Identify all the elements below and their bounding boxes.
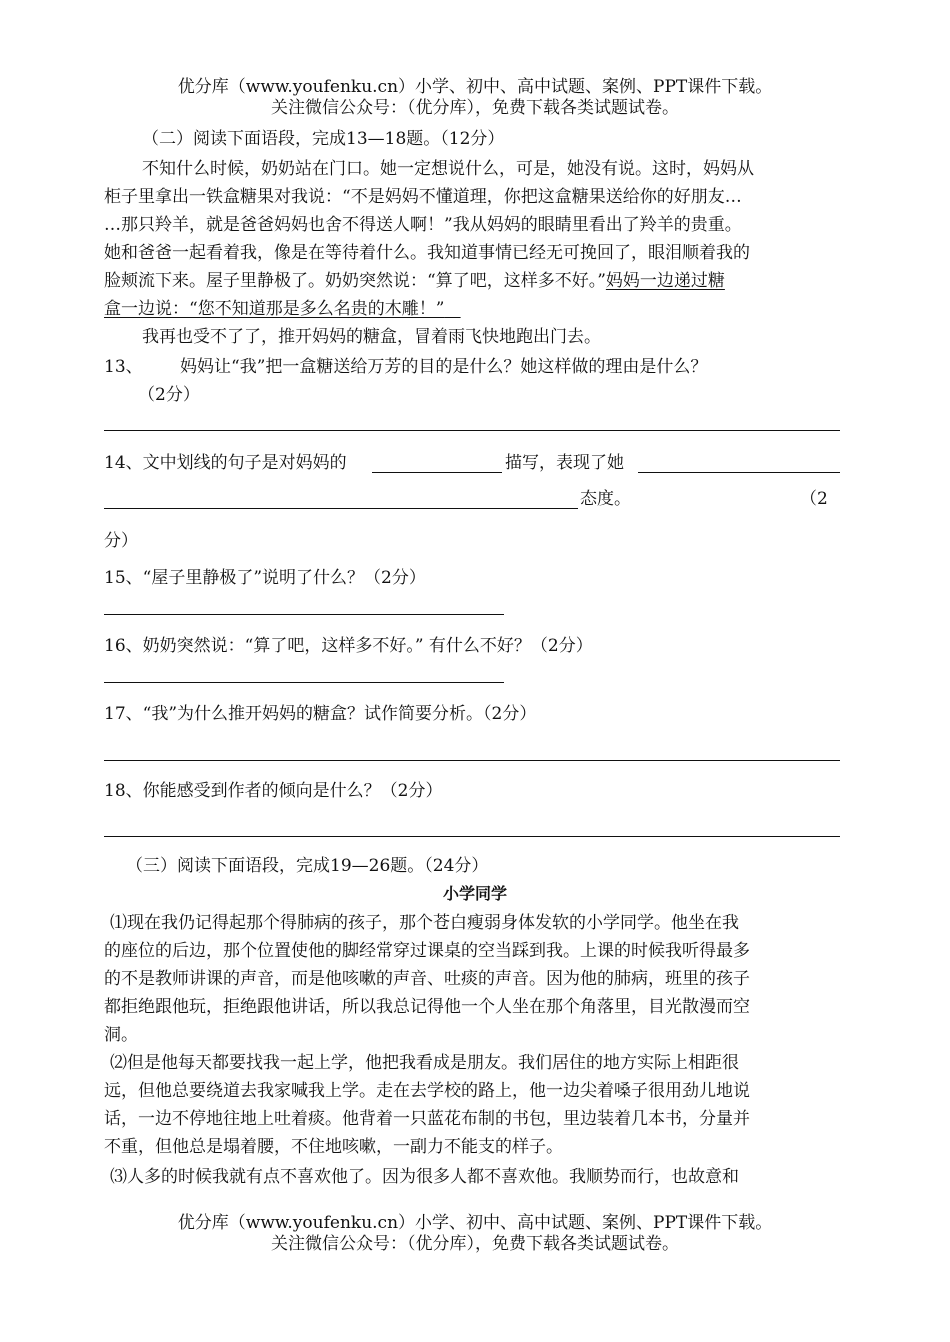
q13-number: 13、 (104, 357, 143, 377)
para2-line1: ⑵但是他每天都要找我一起上学，他把我看成是朋友。我们居住的地方实际上相距很 (110, 1053, 739, 1073)
section2-p1-line5-text: 脸颊流下来。屋子里静极了。奶奶突然说：“算了吧，这样多不好。” (104, 271, 606, 291)
section3-heading: （三）阅读下面语段，完成19—26题。（24分） (126, 856, 489, 876)
para1-line4: 都拒绝跟他玩，拒绝跟他讲话，所以我总记得他一个人坐在那个角落里，目光散漫而空 (104, 997, 750, 1017)
footer-line-1: 优分库（www.youfenku.cn）小学、初中、高中试题、案例、PPT课件下载。 (177, 1213, 773, 1233)
para2-line4: 不重，但他总是塌着腰，不住地咳嗽，一副力不能支的样子。 (104, 1137, 563, 1157)
q14-blank-2[interactable] (638, 472, 840, 473)
section3-title: 小学同学 (442, 884, 507, 903)
q14-text-c: 态度。 (580, 489, 631, 509)
para1-line1: ⑴现在我仍记得起那个得肺病的孩子，那个苍白瘦弱身体发软的小学同学。他坐在我 (110, 913, 739, 933)
q14-blank-1[interactable] (372, 472, 502, 473)
q18-text: 18、你能感受到作者的倾向是什么？（2分） (104, 781, 443, 801)
q17-text: 17、“我”为什么推开妈妈的糖盒？试作简要分析。（2分） (104, 704, 537, 724)
underlined-sentence-part2: 盒一边说：“您不知道那是多么名贵的木雕！” (104, 299, 445, 319)
q13-score: （2分） (138, 385, 200, 405)
para3-line1: ⑶人多的时候我就有点不喜欢他了。因为很多人都不喜欢他。我顺势而行，也故意和 (110, 1167, 739, 1187)
header-line-1: 优分库（www.youfenku.cn）小学、初中、高中试题、案例、PPT课件下载。 (177, 77, 773, 97)
para2-line3: 话，一边不停地往地上吐着痰。他背着一只蓝花布制的书包，里边装着几本书，分量并 (104, 1109, 750, 1129)
q13-answer-line[interactable] (104, 430, 840, 431)
section2-heading: （二）阅读下面语段，完成13—18题。（12分） (142, 129, 505, 149)
section2-p2: 我再也受不了了，推开妈妈的糖盒，冒着雨飞快地跑出门去。 (142, 327, 601, 347)
q17-answer-line[interactable] (104, 760, 840, 761)
q14-text-b: 描写，表现了她 (505, 453, 624, 473)
para1-line5: 洞。 (104, 1025, 138, 1045)
section2-p1-line1: 不知什么时候，奶奶站在门口。她一定想说什么，可是，她没有说。这时，妈妈从 (142, 159, 754, 179)
q14-score-b: 分） (104, 531, 138, 551)
q16-answer-line[interactable] (104, 682, 504, 683)
q14-score-a: （2 (800, 489, 828, 509)
para1-line3: 的不是教师讲课的声音，而是他咳嗽的声音、吐痰的声音。因为他的肺病，班里的孩子 (104, 969, 750, 989)
para2-line2: 远，但他总要绕道去我家喊我上学。走在去学校的路上，他一边尖着嗓子很用劲儿地说 (104, 1081, 750, 1101)
section2-p1-line3: …那只羚羊，就是爸爸妈妈也舍不得送人啊！”我从妈妈的眼睛里看出了羚羊的贵重。 (104, 215, 742, 235)
underlined-sentence-part1: 妈妈一边递过糖 (605, 271, 725, 291)
q14-blank-3[interactable] (104, 508, 578, 509)
para1-line2: 的座位的后边，那个位置使他的脚经常穿过课桌的空当踩到我。上课的时候我听得最多 (104, 941, 750, 961)
section2-p1-line6 (104, 298, 461, 320)
q16-text: 16、奶奶突然说：“算了吧，这样多不好。” 有什么不好？（2分） (104, 636, 593, 656)
header-line-2: 关注微信公众号：（优分库），免费下载各类试题试卷。 (271, 98, 679, 118)
section2-p1-line5 (104, 270, 725, 292)
q13-text: 妈妈让“我”把一盒糖送给万芳的目的是什么？她这样做的理由是什么？ (180, 357, 708, 377)
section2-p1-line2: 柜子里拿出一铁盒糖果对我说：“不是妈妈不懂道理，你把这盒糖果送给你的好朋友… (104, 187, 742, 207)
footer-line-2: 关注微信公众号：（优分库），免费下载各类试题试卷。 (271, 1234, 679, 1254)
section2-p1-line4: 她和爸爸一起看着我，像是在等待着什么。我知道事情已经无可挽回了，眼泪顺着我的 (104, 243, 750, 263)
q15-text: 15、“屋子里静极了”说明了什么？（2分） (104, 568, 426, 588)
q14-text-a: 14、文中划线的句子是对妈妈的 (104, 453, 347, 473)
q18-answer-line[interactable] (104, 836, 840, 837)
q15-answer-line[interactable] (104, 614, 504, 615)
